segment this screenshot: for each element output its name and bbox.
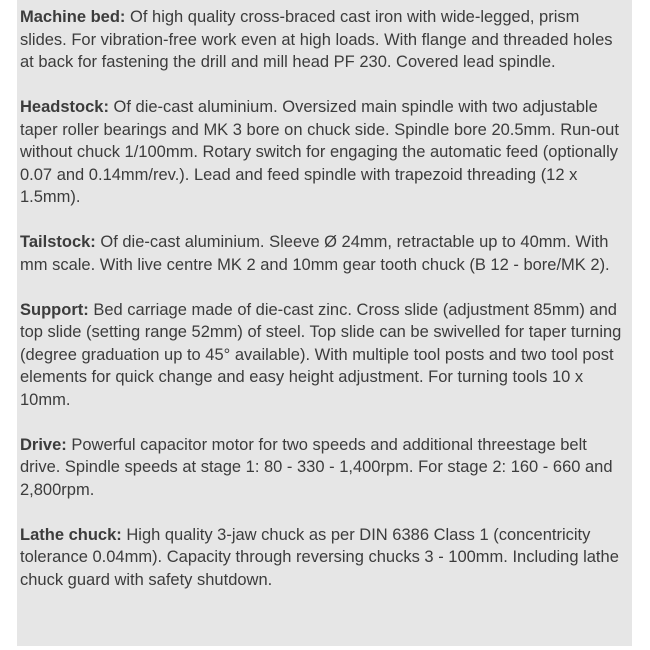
specification-panel <box>17 0 632 646</box>
section-text: Of high quality cross-braced cast iron with wide-legged, prism slides. For vibration-free work even at high loads. With flange and threaded holes at back for fastening the drill and mill head PF 230. Covered lead spindle. <box>20 8 613 71</box>
section-text: Of die-cast aluminium. Sleeve Ø 24mm, retractable up to 40mm. With mm scale. With live centre MK 2 and 10mm gear tooth chuck (B 12 - bore/MK 2). <box>20 233 610 274</box>
section-term: Headstock: <box>20 98 109 116</box>
section-text: Bed carriage made of die-cast zinc. Cross slide (adjustment 85mm) and top slide (setting range 52mm) of steel. Top slide can be swivelled for taper turning (degree graduation up to 45° available). With multiple tool posts and two tool post elements for quick change and easy height adjustment. For turning tools 10 x 10mm. <box>20 300 622 409</box>
section-term: Lathe chuck: <box>20 525 122 544</box>
section-term: Tailstock: <box>20 233 96 251</box>
section-support <box>20 299 628 412</box>
section-text: High quality 3-jaw chuck as per DIN 6386 Class 1 (concentricity tolerance 0.04mm). Capacity through reversing chucks 3 - 100mm. Including lathe chuck guard with safety shutdown. <box>20 525 619 589</box>
section-term: Support: <box>20 300 89 319</box>
section-machine-bed <box>20 6 628 74</box>
section-term: Drive: <box>20 435 67 454</box>
section-lathe-chuck <box>20 524 628 592</box>
section-text: Powerful capacitor motor for two speeds and additional threestage belt drive. Spindle speeds at stage 1: 80 - 330 - 1,400rpm. For stage 2: 160 - 660 and 2,800rpm. <box>20 435 613 499</box>
section-term: Machine bed: <box>20 8 126 26</box>
section-headstock <box>20 96 628 209</box>
section-text: Of die-cast aluminium. Oversized main spindle with two adjustable taper roller bearings and MK 3 bore on chuck side. Spindle bore 20.5mm. Run-out without chuck 1/100mm. Rotary switch for engaging the automatic feed (optionally 0.07 and 0.14mm/rev.). Lead and feed spindle with trapezoid threading (12 x 1.5mm). <box>20 98 619 206</box>
section-drive <box>20 434 628 502</box>
section-tailstock <box>20 231 628 276</box>
